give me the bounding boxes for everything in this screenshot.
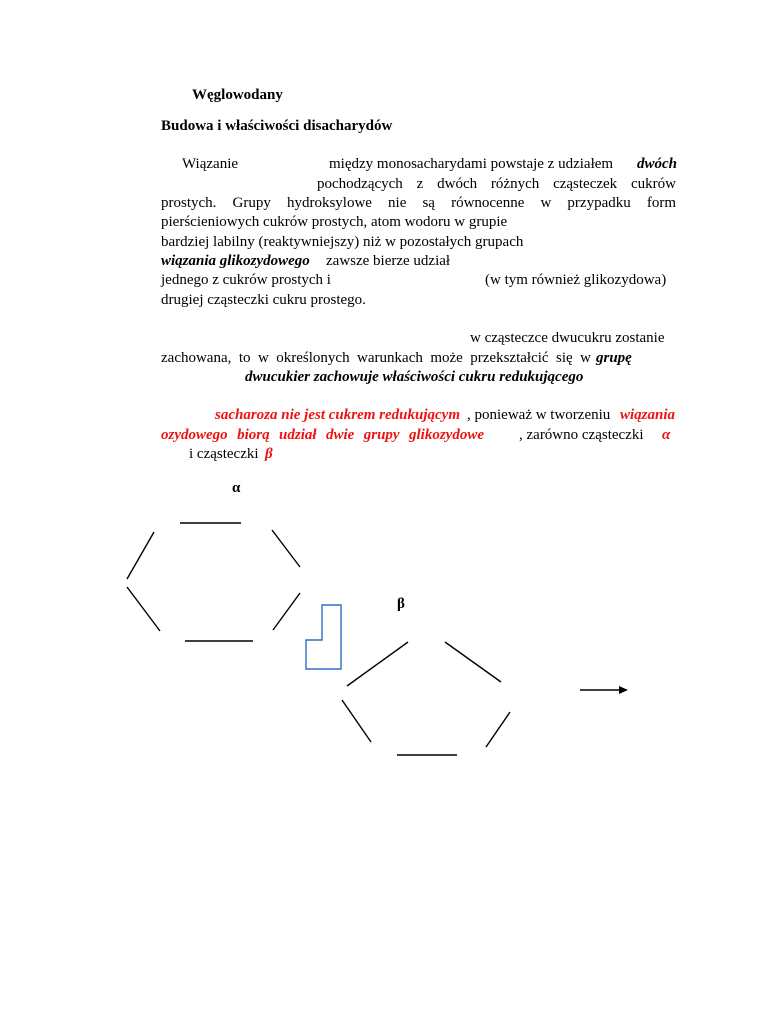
beta-label: β <box>397 596 405 612</box>
p2-line1: w cząsteczce dwucukru zostanie <box>470 330 665 346</box>
p3-line2-alpha: α <box>662 427 671 443</box>
p3-line3-beta: β <box>265 446 273 462</box>
p2-line3: dwucukier zachowuje właściwości cukru redukującego <box>245 369 584 385</box>
p3-line1-red: sacharoza nie jest cukrem redukującym <box>215 407 461 423</box>
p1-line3: prostych. Grupy hydroksylowe nie są równocenne w przypadku form <box>161 195 676 211</box>
p3-line2-mid: , zarówno cząsteczki <box>519 427 644 443</box>
subheading: Budowa i właściwości disacharydów <box>161 118 393 134</box>
p1-line8: drugiej cząsteczki cukru prostego. <box>161 292 366 308</box>
alpha-ring-lower-left-edge <box>127 587 160 631</box>
alpha-ring <box>127 523 300 641</box>
p3-line3-start: i cząsteczki <box>189 446 259 462</box>
alpha-label: α <box>232 480 241 496</box>
p3-line1-mid: , ponieważ w tworzeniu <box>467 407 611 423</box>
alpha-ring-upper-right-edge <box>272 530 300 567</box>
p1-line7-start: jednego z cukrów prostych i <box>161 272 331 288</box>
p1-line2: pochodzących z dwóch różnych cząsteczek cukrów <box>317 176 676 192</box>
p3-line2-red: ozydowego biorą udział dwie grupy glikozydowe <box>161 427 484 443</box>
p1-line1-mid: między monosacharydami powstaje z udziałem <box>329 156 614 172</box>
p1-line1-end: dwóch <box>637 156 678 172</box>
beta-ring <box>342 642 510 755</box>
p1-line6-end: zawsze bierze udział <box>326 253 451 269</box>
p1-line5: bardziej labilny (reaktywniejszy) niż w pozostałych grupach <box>161 234 524 250</box>
reaction-arrow <box>580 686 628 694</box>
p1-line1-start: Wiązanie <box>182 156 239 172</box>
heading: Węglowodany <box>192 87 283 103</box>
beta-ring-upper-right-edge <box>445 642 501 682</box>
p1-line7-end: (w tym również glikozydowa) <box>485 272 667 288</box>
alpha-ring-upper-left-edge <box>127 532 154 579</box>
beta-ring-lower-left-edge <box>342 700 371 742</box>
alpha-ring-lower-right-edge <box>273 593 300 630</box>
beta-ring-lower-right-edge <box>486 712 510 747</box>
blue-bracket-shape <box>306 605 341 669</box>
p1-line4: pierścieniowych cukrów prostych, atom wodoru w grupie <box>161 214 508 230</box>
p2-line2-end: grupę <box>596 350 632 366</box>
p1-line6-start: wiązania glikozydowego <box>161 253 310 269</box>
p2-line2-start: zachowana, to w określonych warunkach może przekształcić się w <box>161 350 591 366</box>
p3-line1-end: wiązania <box>620 407 676 423</box>
beta-ring-upper-left-edge <box>347 642 408 686</box>
